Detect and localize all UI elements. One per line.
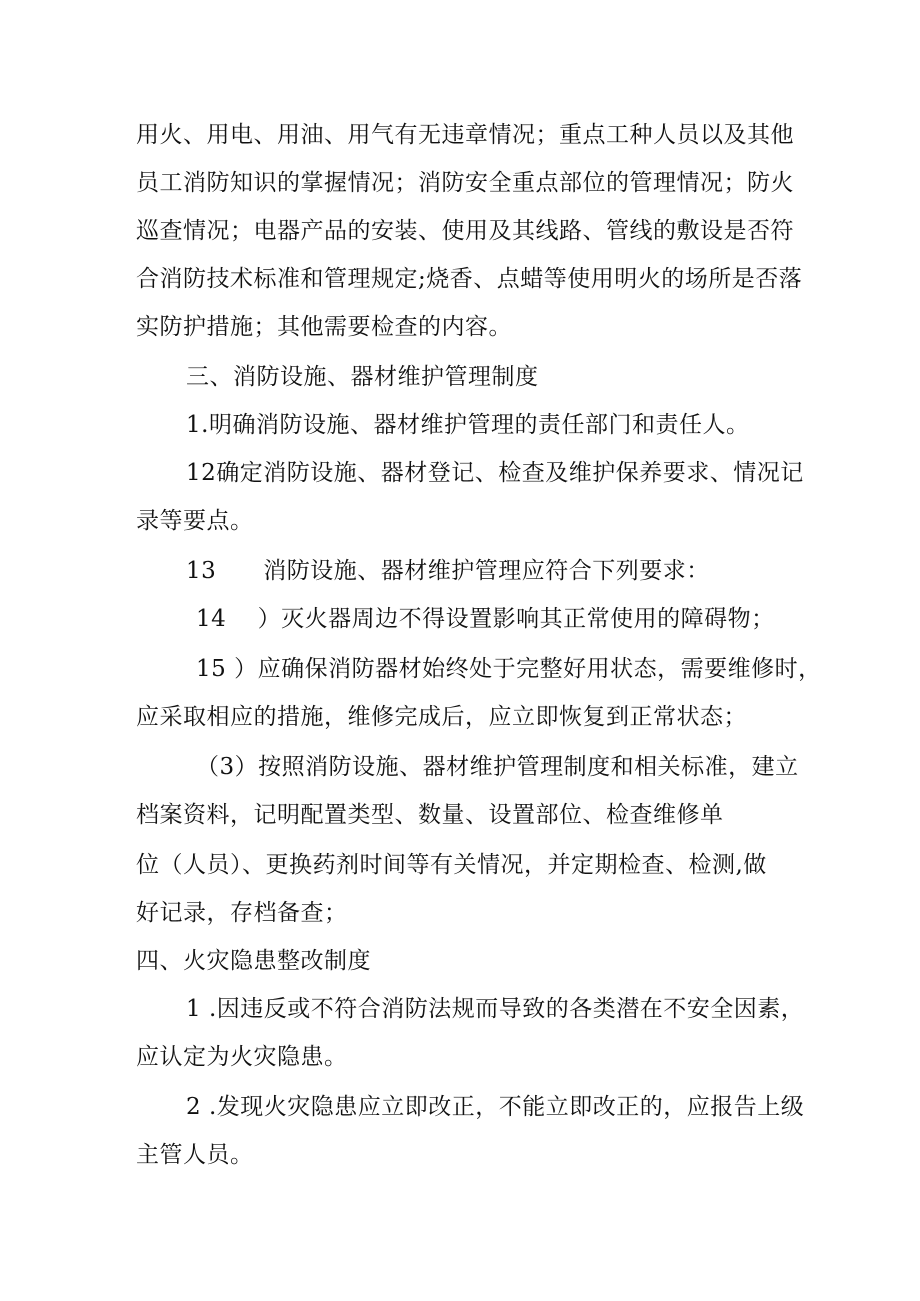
item-3-continued-1: 档案资料，记明配置类型、数量、设置部位、检查维修单 bbox=[136, 802, 724, 828]
item-15: 15 ）应确保消防器材始终处于完整好用状态，需要维修时， bbox=[196, 656, 822, 682]
body-line-1: 用火、用电、用油、用气有无违章情况；重点工种人员以及其他 bbox=[136, 122, 794, 148]
section-heading-3: 三、消防设施、器材维护管理制度 bbox=[186, 364, 539, 390]
hazard-item-2-continued: 主管人员。 bbox=[136, 1142, 254, 1168]
item-15-continued: 应采取相应的措施，维修完成后，应立即恢复到正常状态； bbox=[136, 704, 747, 730]
item-13: 13 消防设施、器材维护管理应符合下列要求： bbox=[186, 558, 710, 584]
hazard-item-1-continued: 应认定为火灾隐患。 bbox=[136, 1044, 348, 1070]
body-line-3: 巡查情况；电器产品的安装、使用及其线路、管线的敷设是否符 bbox=[136, 218, 794, 244]
body-line-4: 合消防技术标准和管理规定;烧香、点蜡等使用明火的场所是否落 bbox=[136, 266, 803, 292]
item-12: 12确定消防设施、器材登记、检查及维护保养要求、情况记 bbox=[186, 460, 804, 486]
item-3-continued-2: 位（人员）、更换药剂时间等有关情况，并定期检查、检测,做 bbox=[136, 852, 767, 878]
hazard-item-2: 2 .发现火灾隐患应立即改正，不能立即改正的，应报告上级 bbox=[186, 1094, 805, 1120]
body-line-2: 员工消防知识的掌握情况；消防安全重点部位的管理情况；防火 bbox=[136, 170, 794, 196]
hazard-item-1: 1 .因违反或不符合消防法规而导致的各类潜在不安全因素， bbox=[186, 996, 805, 1022]
item-12-continued: 录等要点。 bbox=[136, 508, 254, 534]
item-1: 1.明确消防设施、器材维护管理的责任部门和责任人。 bbox=[186, 412, 750, 438]
item-3-continued-3: 好记录，存档备查； bbox=[136, 900, 348, 926]
item-14: 14 ）灭火器周边不得设置影响其正常使用的障碍物； bbox=[196, 606, 775, 632]
body-line-5: 实防护措施；其他需要检查的内容。 bbox=[136, 314, 512, 340]
item-3: （3）按照消防设施、器材维护管理制度和相关标准，建立 bbox=[196, 754, 799, 780]
section-heading-4: 四、火灾隐患整改制度 bbox=[136, 948, 371, 974]
